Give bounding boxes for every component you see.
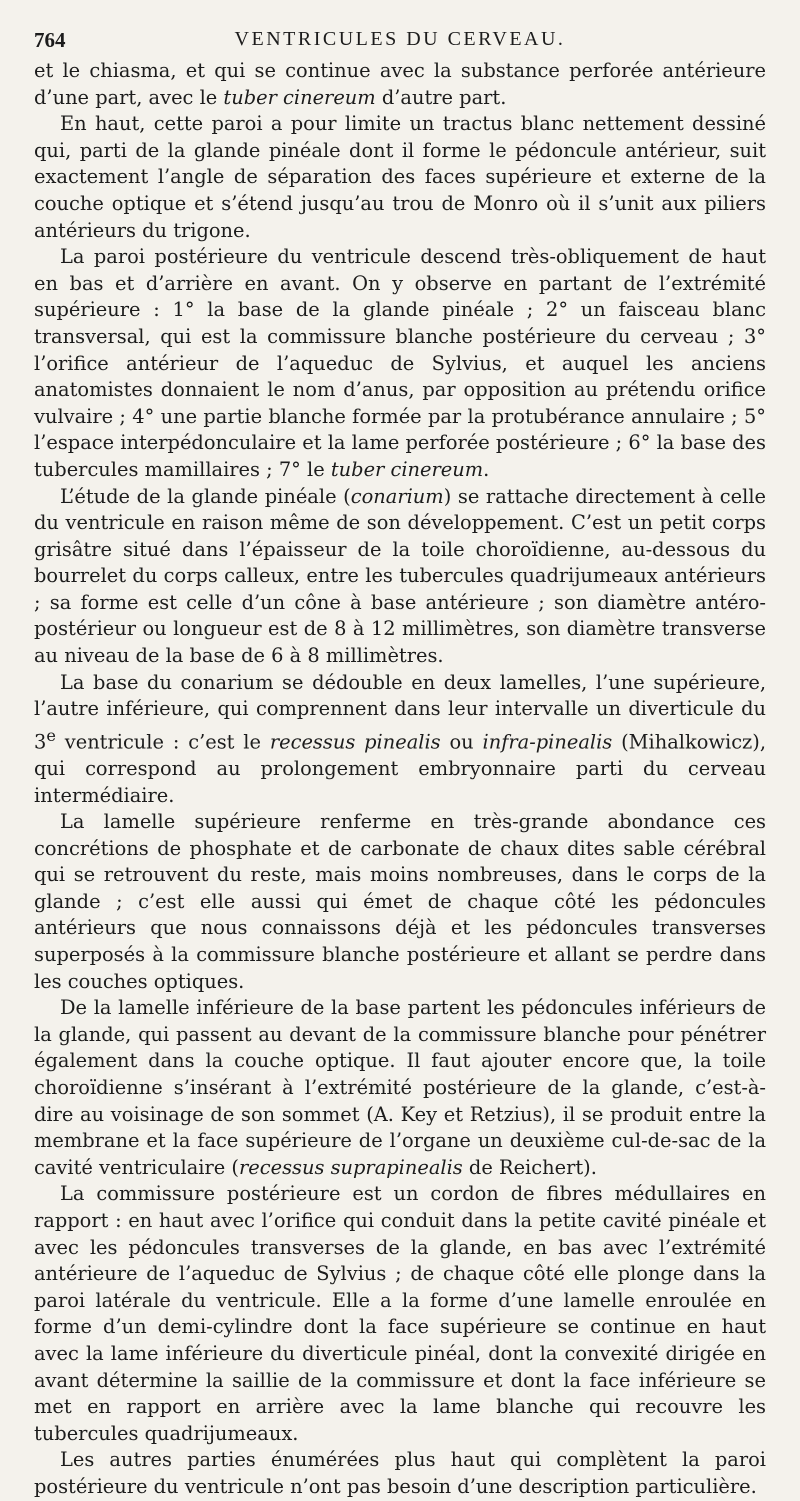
italic-term: recessus pinealis — [269, 730, 441, 754]
text-run: De la lamelle inférieure de la base partent les pédoncules inférieurs de la glande, qui passent au devant de la commissure blanche pour pénétrer également dans la couche optique. Il faut ajouter encore que, la toile choroïdienne s’insérant à l’extrémité postérieure de la glande, c’est-à-dire au voisinage de son sommet (A. Key et Retzius), il se produit entre la membrane et la face supérieure de l’organe un deuxième cul-de-sac de la cavité ventriculaire ( — [34, 996, 766, 1179]
text-run: La paroi postérieure du ventricule descend très-obliquement de haut en bas et d’arrière en avant. On y observe en partant de l’extrémité supérieure : 1° la base de la glande pinéale ; 2° un faisceau blanc transversal, qui est la commissure blanche postérieure du cerveau ; 3° l’orifice antérieur de l’aqueduc de Sylvius, et auquel les anciens anatomistes donnaient le nom d’anus, par opposition au prétendu orifice vulvaire ; 4° une partie blanche formée par la protubérance annulaire ; 5° l’espace interpédonculaire et la lame perforée postérieure ; 6° la base des tubercules mamillaires ; 7° le — [34, 245, 766, 481]
text-run: ou — [440, 730, 483, 754]
paragraph — [34, 58, 766, 111]
superscript: e — [46, 725, 56, 745]
text-run: La lamelle supérieure renferme en très-grande abondance ces concrétions de phosphate et de carbonate de chaux dites sable cérébral qui se retrouvent du reste, mais moins nombreuses, dans le corps de la glande ; c’est elle aussi qui émet de chaque côté les pédoncules antérieurs que nous connaissons déjà et les pédoncules transverses superposés à la commissure blanche postérieure et allant se perdre dans les couches optiques. — [34, 810, 766, 993]
text-run: La commissure postérieure est un cordon de fibres médullaires en rapport : en haut avec l’orifice qui conduit dans la petite cavité pinéale et avec les pédoncules transverses de la glande, en bas avec l’extrémité antérieure de l’aqueduc de Sylvius ; de chaque côté elle plonge dans la paroi latérale du ventricule. Elle a la forme d’une lamelle enroulée en forme d’un demi-cylindre dont la face supérieure se continue en haut avec la lame inférieure du diverticule pinéal, dont la convexité dirigée en avant détermine la saillie de la commissure et dont la face inférieure se met en rapport en arrière avec la lame blanche qui recouvre les tubercules quadrijumeaux. — [34, 1182, 766, 1445]
paragraph — [34, 809, 766, 995]
text-run: (Mihalkowicz), qui correspond au prolongement embryonnaire parti du cerveau intermédiaire. — [34, 730, 767, 807]
text-run: En haut, cette paroi a pour limite un tractus blanc nettement dessiné qui, parti de la glande pinéale dont il forme le pédoncule antérieur, suit exactement l’angle de séparation des faces supérieure et externe de la couche optique et s’étend jusqu’au trou de Monro où il s’unit aux piliers antérieurs du trigone. — [34, 112, 766, 242]
paragraph — [34, 484, 766, 670]
italic-term: infra-pinealis — [482, 730, 613, 754]
paragraph — [34, 1447, 766, 1500]
text-run: et le chiasma, et qui se continue avec la substance perforée antérieure d’une part, avec le — [34, 59, 766, 109]
italic-term: conarium — [350, 484, 444, 508]
text-run: ventricule : c’est le — [55, 730, 270, 754]
page-number: 764 — [34, 28, 66, 52]
paragraph — [34, 995, 766, 1181]
text-run: . — [483, 457, 490, 481]
paragraph — [34, 670, 766, 809]
text-run: ) se rattache directement à celle du ventricule en raison même de son développement. C’est un petit corps grisâtre situé dans l’épaisseur de la toile choroïdienne, au-dessous du bourrelet du corps calleux, entre les tubercules quadrijumeaux antérieurs ; sa forme est celle d’un cône à base antérieure ; son diamètre antéro-postérieur ou longueur est de 8 à 12 millimètres, son diamètre transverse au niveau de la base de 6 à 8 millimètres. — [34, 484, 767, 668]
italic-term: tuber cinereum — [223, 85, 376, 109]
body-text — [34, 58, 766, 1501]
text-run: La base du conarium se dédouble en deux lamelles, l’une supérieure, l’autre inférieure, qui comprennent dans leur intervalle un diverticule du 3 — [34, 670, 766, 754]
page-header — [34, 24, 766, 58]
paragraph — [34, 1181, 766, 1447]
running-head: VENTRICULES DU CERVEAU. — [234, 28, 566, 50]
italic-term: tuber cinereum — [330, 457, 484, 481]
paragraph — [34, 111, 766, 244]
italic-term: recessus suprapinealis — [238, 1155, 463, 1179]
text-run: L’étude de la glande pinéale ( — [60, 484, 351, 508]
text-run: Les autres parties énumérées plus haut qui complètent la paroi postérieure du ventricule n’ont pas besoin d’une description particulière. — [34, 1448, 766, 1498]
text-run: de Reichert). — [462, 1155, 597, 1179]
text-run: d’autre part. — [375, 85, 507, 109]
paragraph — [34, 244, 766, 483]
